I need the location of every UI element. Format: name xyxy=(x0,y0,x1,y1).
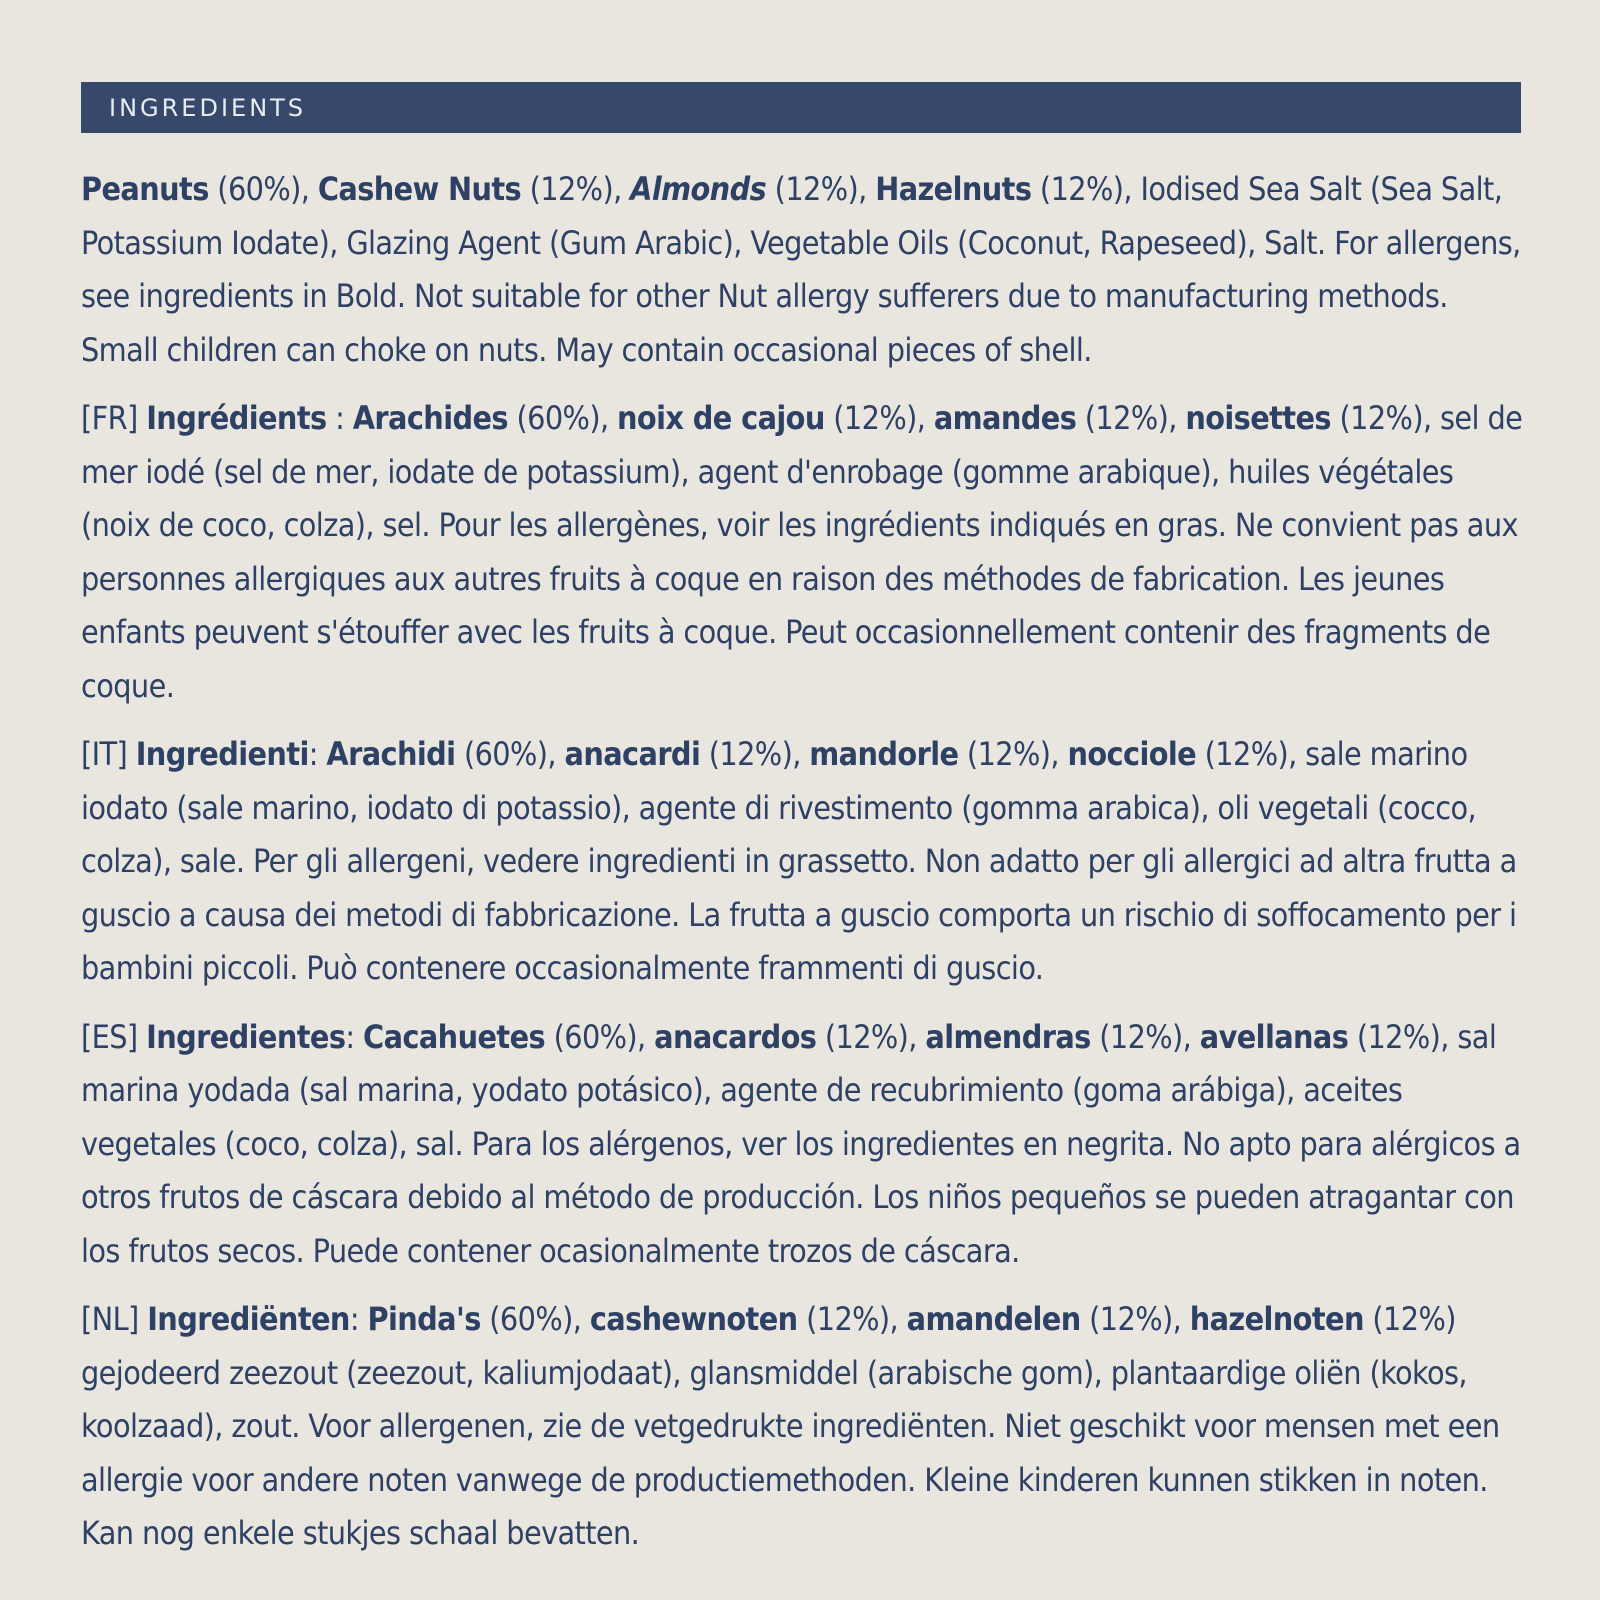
ingredients-header-bar xyxy=(81,82,1521,133)
allergen-ingredient: noix de cajou xyxy=(617,399,825,437)
ingredient-text: (12%), xyxy=(700,735,810,773)
allergen-ingredient: Ingredienti xyxy=(135,735,309,773)
ingredient-text: (12%), xyxy=(824,399,934,437)
ingredients-paragraph-en xyxy=(81,163,1523,377)
ingredient-text: (60%), xyxy=(507,399,618,437)
ingredient-text: [NL] xyxy=(81,1300,148,1338)
ingredient-text: (12%), Iodised Sea Salt (Sea Salt, Potassium Iodate), Glazing Agent (Gum Arabic), Vegetable Oils (Coconut, Rapeseed), Salt. For allergens, see ingredients in Bold. Not suitable for other Nut allergy sufferers due to manufacturing methods. Small children can choke on nuts. May contain occasional pieces of shell. xyxy=(81,170,1521,369)
allergen-ingredient: Ingrédients xyxy=(146,399,327,437)
allergen-ingredient: Cashew Nuts xyxy=(317,170,522,208)
ingredients-content xyxy=(81,163,1523,1576)
allergen-ingredient: anacardi xyxy=(564,735,701,773)
allergen-ingredient: amandes xyxy=(933,399,1077,437)
ingredient-text: : xyxy=(345,1017,364,1056)
allergen-ingredient: mandorle xyxy=(809,735,959,773)
allergen-ingredient: Almonds xyxy=(630,170,767,208)
ingredients-paragraph-fr xyxy=(81,392,1523,713)
ingredient-text: (12%), xyxy=(1080,1300,1190,1338)
ingredient-text: : xyxy=(326,399,353,437)
allergen-ingredient: amandelen xyxy=(906,1300,1081,1338)
ingredients-paragraph-es xyxy=(81,1011,1523,1279)
allergen-ingredient: Ingredientes xyxy=(146,1017,346,1056)
ingredient-text: (60%), xyxy=(208,170,318,208)
allergen-ingredient: anacardos xyxy=(654,1017,817,1056)
ingredient-text: (12%), xyxy=(1090,1017,1200,1056)
allergen-ingredient: Arachides xyxy=(352,399,508,437)
ingredient-text: (12%), xyxy=(797,1300,907,1338)
ingredient-text: : xyxy=(308,735,327,773)
ingredients-paragraph-nl xyxy=(81,1293,1523,1561)
ingredient-text: (60%), xyxy=(455,735,565,773)
ingredient-text: (12%), sal marina yodada (sal marina, yodato potásico), agente de recubrimiento (goma arábiga), aceites vegetales (coco, colza), sal. Para los alérgenos, ver los ingredientes en negrita. No apto para alérgicos a otros frutos de cáscara debido al método de producción. Los niños pequeños se pueden atragantar con los frutos secos. Puede contener ocasionalmente trozos de cáscara. xyxy=(81,1017,1521,1270)
allergen-ingredient: Arachidi xyxy=(326,735,456,773)
ingredient-text: [IT] xyxy=(81,735,136,773)
allergen-ingredient: noisettes xyxy=(1185,399,1331,437)
ingredient-text: : xyxy=(349,1300,368,1338)
allergen-ingredient: Hazelnuts xyxy=(875,170,1032,208)
allergen-ingredient: nocciole xyxy=(1067,735,1197,773)
ingredient-text: [FR] xyxy=(81,399,147,437)
ingredient-text: (12%), sale marino iodato (sale marino, iodato di potassio), agente di rivestimento (gomma arabica), oli vegetali (cocco, colza), sale. Per gli allergeni, vedere ingredienti in grassetto. Non adatto per gli allergici ad altra frutta a guscio a causa dei metodi di fabbricazione. La frutta a guscio comporta un rischio di soffocamento per i bambini piccoli. Può contenere occasionalmente frammenti di guscio. xyxy=(81,735,1517,987)
allergen-ingredient: avellanas xyxy=(1199,1017,1349,1056)
ingredient-text: (12%), xyxy=(766,170,876,208)
ingredient-text: (12%) gejodeerd zeezout (zeezout, kaliumjodaat), glansmiddel (arabische gom), plantaardige oliën (kokos, koolzaad), zout. Voor allergenen, zie de vetgedrukte ingrediënten. Niet geschikt voor mensen met een allergie voor andere noten vanwege de productiemethoden. Kleine kinderen kunnen stikken in noten. Kan nog enkele stukjes schaal bevatten. xyxy=(81,1300,1500,1552)
ingredient-text: (12%), xyxy=(816,1017,926,1056)
allergen-ingredient: Peanuts xyxy=(81,170,209,208)
allergen-ingredient: Pinda's xyxy=(367,1300,481,1338)
allergen-ingredient: Cacahuetes xyxy=(363,1017,546,1056)
ingredient-text: (12%), sel de mer iodé (sel de mer, iodate de potassium), agent d'enrobage (gomme arabique), huiles végétales (noix de coco, colza), sel. Pour les allergènes, voir les ingrédients indiqués en gras. Ne convient pas aux personnes allergiques aux autres fruits à coque en raison des méthodes de fabrication. Les jeunes enfants peuvent s'étouffer avec les fruits à coque. Peut occasionnellement contenir des fragments de coque. xyxy=(81,399,1523,705)
ingredient-text: (60%), xyxy=(480,1300,590,1338)
ingredient-text: (60%), xyxy=(545,1017,655,1056)
allergen-ingredient: Ingrediënten xyxy=(147,1300,350,1338)
allergen-ingredient: almendras xyxy=(925,1017,1091,1056)
ingredient-text: (12%), xyxy=(958,735,1068,773)
ingredient-text: (12%), xyxy=(521,170,631,208)
ingredient-text: (12%), xyxy=(1076,399,1186,437)
ingredients-heading: INGREDIENTS xyxy=(109,93,307,122)
ingredients-paragraph-it xyxy=(81,728,1523,996)
allergen-ingredient: hazelnoten xyxy=(1189,1300,1364,1338)
allergen-ingredient: cashewnoten xyxy=(589,1300,798,1338)
ingredient-text: [ES] xyxy=(81,1017,147,1056)
